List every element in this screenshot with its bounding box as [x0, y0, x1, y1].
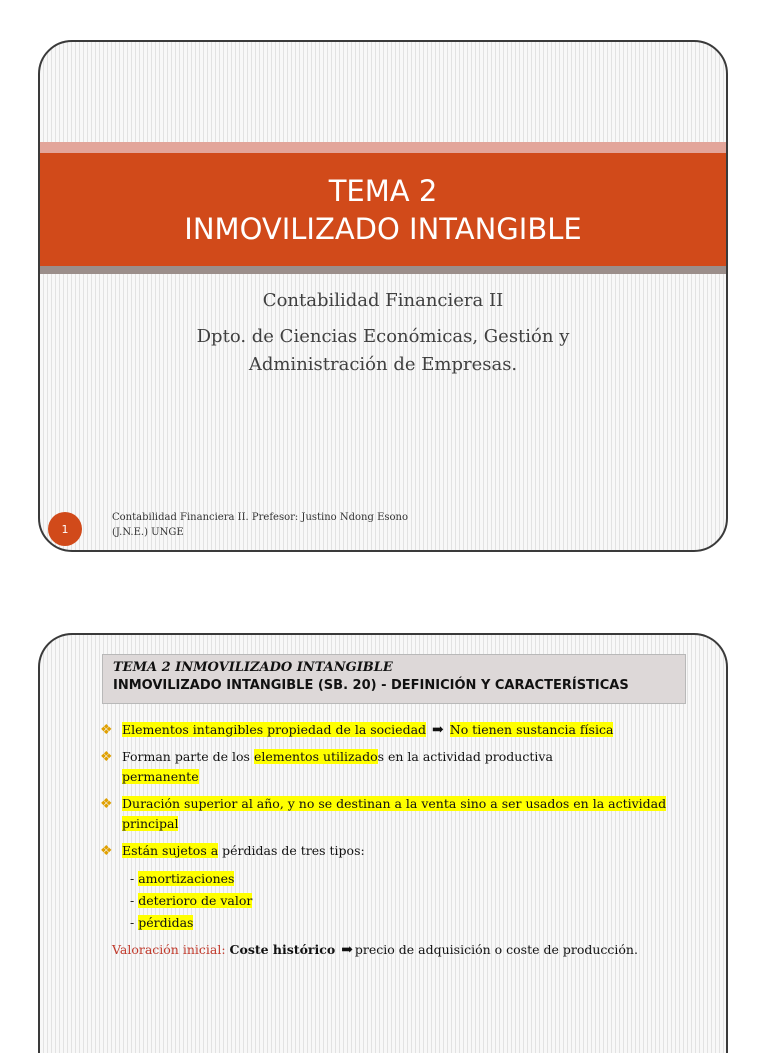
slide-footer	[112, 510, 408, 540]
sub-item: - amortizaciones	[130, 871, 235, 886]
slide-heading	[102, 654, 686, 704]
diamond-bullet-icon: ❖	[100, 722, 113, 738]
title-band-top	[40, 142, 726, 153]
bullet-item: ❖ Están sujetos a pérdidas de tres tipos:	[100, 843, 365, 859]
initial-valuation	[100, 940, 700, 960]
diamond-bullet-icon: ❖	[100, 749, 113, 765]
bullet-item: ❖ Forman parte de los elementos utilizados en la actividad productiva permanente	[100, 749, 553, 784]
bullet-item: ❖ Elementos intangibles propiedad de la sociedad ➡ No tienen sustancia física	[100, 722, 614, 738]
slide-title-line2: INMOVILIZADO INTANGIBLE	[184, 211, 582, 246]
title-band	[40, 153, 726, 266]
title-slide	[38, 40, 728, 552]
footer-line1: Contabilidad Financiera II. Prefesor: Justino Ndong Esono	[112, 512, 408, 523]
footer-line2: (J.N.E.) UNGE	[112, 527, 184, 538]
department-line1: Dpto. de Ciencias Económicas, Gestión y	[196, 326, 570, 347]
diamond-bullet-icon: ❖	[100, 796, 113, 812]
title-band-bottom	[40, 266, 726, 274]
heading-title: INMOVILIZADO INTANGIBLE (SB. 20) - DEFINICIÓN Y CARACTERÍSTICAS	[113, 678, 629, 693]
right-arrow-icon: ➡	[432, 722, 444, 738]
bullet-item: ❖ Duración superior al año, y no se destinan a la venta sino a ser usados en la actividad principal	[100, 796, 667, 831]
page-number-badge: 1	[48, 512, 82, 546]
slide-title-line1: TEMA 2	[328, 173, 438, 208]
valuation-detail: precio de adquisición o coste de producción.	[354, 942, 638, 957]
sub-item: - pérdidas	[130, 915, 194, 930]
heading-topic: TEMA 2 INMOVILIZADO INTANGIBLE	[113, 660, 393, 675]
sub-item: - deterioro de valor	[130, 893, 253, 908]
bullet-list	[100, 720, 700, 960]
department-line2: Administración de Empresas.	[248, 354, 518, 375]
diamond-bullet-icon: ❖	[100, 843, 113, 859]
course-name: Contabilidad Financiera II	[262, 290, 504, 311]
valuation-label: Valoración inicial:	[112, 942, 226, 957]
valuation-method: Coste histórico	[229, 942, 336, 957]
content-slide	[38, 633, 728, 1053]
right-arrow-icon: ➡	[341, 942, 353, 958]
